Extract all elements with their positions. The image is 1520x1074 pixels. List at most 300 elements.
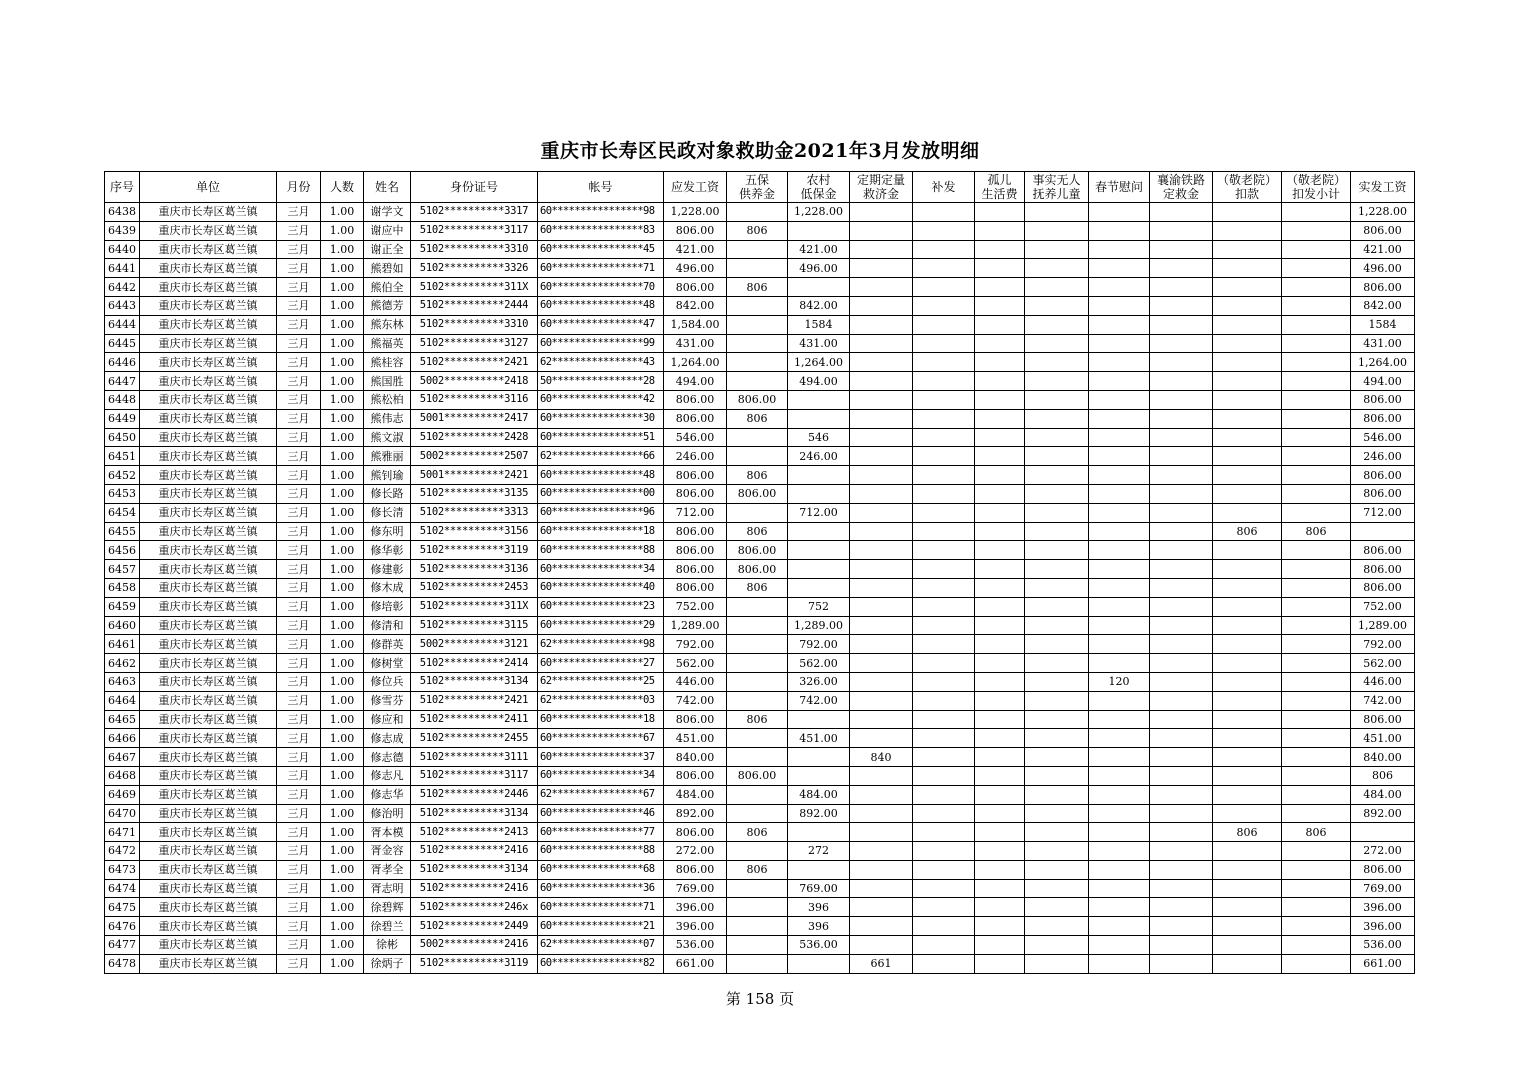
cell-month: 三月: [277, 597, 321, 616]
cell-unit: 重庆市长寿区葛兰镇: [140, 296, 277, 315]
column-header: 补发: [913, 172, 975, 203]
cell-net-pay: 792.00: [1351, 635, 1415, 654]
cell-wubao: 806.00: [727, 766, 788, 785]
cell-id-number: 5102**********2421: [411, 691, 538, 710]
cell-nursing-subtotal: [1282, 278, 1351, 297]
cell-nursing-deduct: [1213, 315, 1282, 334]
cell-count: 1.00: [321, 785, 364, 804]
cell-bufa: [913, 748, 975, 767]
cell-name: 徐碧兰: [364, 917, 411, 936]
cell-dibao: 494.00: [788, 372, 850, 391]
cell-railway: [1150, 447, 1213, 466]
table-row: [105, 372, 1415, 391]
cell-bufa: [913, 766, 975, 785]
cell-payable: 1,264.00: [664, 353, 727, 372]
cell-name: 修树堂: [364, 654, 411, 673]
cell-month: 三月: [277, 936, 321, 955]
cell-wubao: [727, 315, 788, 334]
cell-unattended-child: [1025, 334, 1089, 353]
cell-bufa: [913, 917, 975, 936]
column-header: （敬老院） 扣款: [1213, 172, 1282, 203]
cell-net-pay: 806.00: [1351, 710, 1415, 729]
cell-account: 62****************03: [538, 691, 664, 710]
cell-nursing-deduct: [1213, 240, 1282, 259]
cell-bufa: [913, 484, 975, 503]
cell-bufa: [913, 654, 975, 673]
cell-dingqi: 840: [850, 748, 913, 767]
cell-name: 修清和: [364, 616, 411, 635]
cell-railway: [1150, 503, 1213, 522]
cell-net-pay: 1,264.00: [1351, 353, 1415, 372]
cell-bufa: [913, 785, 975, 804]
cell-id-number: 5001**********2421: [411, 466, 538, 485]
cell-orphan: [975, 954, 1025, 973]
cell-payable: 842.00: [664, 296, 727, 315]
cell-name: 修华彰: [364, 541, 411, 560]
cell-payable: 246.00: [664, 447, 727, 466]
cell-wubao: [727, 785, 788, 804]
cell-nursing-deduct: [1213, 560, 1282, 579]
cell-railway: [1150, 484, 1213, 503]
cell-count: 1.00: [321, 428, 364, 447]
cell-nursing-subtotal: [1282, 766, 1351, 785]
cell-dingqi: [850, 409, 913, 428]
cell-id-number: 5102**********3156: [411, 522, 538, 541]
cell-unattended-child: [1025, 616, 1089, 635]
cell-seq: 6455: [105, 522, 140, 541]
cell-bufa: [913, 541, 975, 560]
cell-id-number: 5102**********2421: [411, 353, 538, 372]
cell-seq: 6439: [105, 221, 140, 240]
cell-month: 三月: [277, 541, 321, 560]
cell-railway: [1150, 428, 1213, 447]
cell-seq: 6446: [105, 353, 140, 372]
cell-railway: [1150, 748, 1213, 767]
cell-nursing-subtotal: [1282, 221, 1351, 240]
table-row: [105, 484, 1415, 503]
cell-account: 60****************99: [538, 334, 664, 353]
cell-nursing-subtotal: [1282, 898, 1351, 917]
cell-wubao: 806: [727, 860, 788, 879]
cell-net-pay: 431.00: [1351, 334, 1415, 353]
cell-id-number: 5102**********3310: [411, 315, 538, 334]
cell-dingqi: [850, 466, 913, 485]
cell-dingqi: [850, 221, 913, 240]
cell-seq: 6472: [105, 842, 140, 861]
table-row: [105, 578, 1415, 597]
cell-dingqi: [850, 390, 913, 409]
cell-railway: [1150, 560, 1213, 579]
cell-net-pay: 806.00: [1351, 278, 1415, 297]
cell-name: 熊福英: [364, 334, 411, 353]
cell-unattended-child: [1025, 898, 1089, 917]
cell-account: 60****************68: [538, 860, 664, 879]
cell-unit: 重庆市长寿区葛兰镇: [140, 203, 277, 222]
cell-dingqi: [850, 936, 913, 955]
cell-net-pay: 396.00: [1351, 898, 1415, 917]
cell-unattended-child: [1025, 390, 1089, 409]
cell-unit: 重庆市长寿区葛兰镇: [140, 748, 277, 767]
cell-orphan: [975, 748, 1025, 767]
cell-bufa: [913, 578, 975, 597]
cell-unattended-child: [1025, 560, 1089, 579]
column-header: 孤儿 生活费: [975, 172, 1025, 203]
cell-unattended-child: [1025, 240, 1089, 259]
cell-payable: 446.00: [664, 672, 727, 691]
cell-unattended-child: [1025, 578, 1089, 597]
cell-nursing-subtotal: [1282, 635, 1351, 654]
cell-dingqi: [850, 428, 913, 447]
cell-month: 三月: [277, 428, 321, 447]
cell-account: 60****************48: [538, 466, 664, 485]
cell-dibao: 892.00: [788, 804, 850, 823]
cell-id-number: 5102**********3119: [411, 541, 538, 560]
cell-railway: [1150, 954, 1213, 973]
cell-payable: 562.00: [664, 654, 727, 673]
column-header: 定期定量 救济金: [850, 172, 913, 203]
cell-bufa: [913, 672, 975, 691]
cell-wubao: [727, 334, 788, 353]
table-row: [105, 654, 1415, 673]
cell-id-number: 5102**********3136: [411, 560, 538, 579]
cell-festival: [1089, 578, 1150, 597]
cell-orphan: [975, 635, 1025, 654]
cell-seq: 6462: [105, 654, 140, 673]
cell-payable: 806.00: [664, 860, 727, 879]
cell-count: 1.00: [321, 672, 364, 691]
cell-unattended-child: [1025, 296, 1089, 315]
cell-nursing-subtotal: [1282, 691, 1351, 710]
cell-orphan: [975, 203, 1025, 222]
cell-dibao: 1,289.00: [788, 616, 850, 635]
cell-name: 修雪芬: [364, 691, 411, 710]
table-row: [105, 503, 1415, 522]
cell-railway: [1150, 296, 1213, 315]
column-header: 事实无人 抚养儿童: [1025, 172, 1089, 203]
cell-dibao: [788, 484, 850, 503]
cell-dingqi: [850, 541, 913, 560]
cell-seq: 6467: [105, 748, 140, 767]
cell-net-pay: 806.00: [1351, 221, 1415, 240]
cell-name: 熊钊瑜: [364, 466, 411, 485]
cell-nursing-deduct: [1213, 447, 1282, 466]
cell-dibao: 272: [788, 842, 850, 861]
cell-festival: [1089, 278, 1150, 297]
cell-bufa: [913, 466, 975, 485]
cell-nursing-deduct: [1213, 804, 1282, 823]
column-header: 人数: [321, 172, 364, 203]
cell-unit: 重庆市长寿区葛兰镇: [140, 278, 277, 297]
cell-month: 三月: [277, 484, 321, 503]
cell-name: 谢应中: [364, 221, 411, 240]
cell-count: 1.00: [321, 597, 364, 616]
cell-name: 修建彰: [364, 560, 411, 579]
cell-dibao: 842.00: [788, 296, 850, 315]
cell-name: 徐碧辉: [364, 898, 411, 917]
cell-nursing-deduct: [1213, 278, 1282, 297]
cell-month: 三月: [277, 466, 321, 485]
cell-orphan: [975, 804, 1025, 823]
cell-orphan: [975, 259, 1025, 278]
cell-account: 60****************88: [538, 541, 664, 560]
cell-unit: 重庆市长寿区葛兰镇: [140, 936, 277, 955]
table-row: [105, 860, 1415, 879]
cell-festival: [1089, 522, 1150, 541]
cell-dibao: 396: [788, 898, 850, 917]
cell-account: 60****************00: [538, 484, 664, 503]
cell-unit: 重庆市长寿区葛兰镇: [140, 597, 277, 616]
cell-wubao: 806: [727, 221, 788, 240]
cell-account: 60****************51: [538, 428, 664, 447]
cell-payable: 806.00: [664, 409, 727, 428]
cell-payable: 396.00: [664, 917, 727, 936]
cell-unit: 重庆市长寿区葛兰镇: [140, 823, 277, 842]
cell-dibao: 326.00: [788, 672, 850, 691]
cell-name: 熊德芳: [364, 296, 411, 315]
cell-orphan: [975, 616, 1025, 635]
cell-name: 修位兵: [364, 672, 411, 691]
cell-net-pay: 484.00: [1351, 785, 1415, 804]
cell-bufa: [913, 334, 975, 353]
cell-net-pay: 396.00: [1351, 917, 1415, 936]
cell-unattended-child: [1025, 860, 1089, 879]
cell-dingqi: [850, 447, 913, 466]
cell-month: 三月: [277, 654, 321, 673]
cell-dingqi: [850, 315, 913, 334]
cell-orphan: [975, 315, 1025, 334]
cell-dibao: 562.00: [788, 654, 850, 673]
cell-seq: 6468: [105, 766, 140, 785]
cell-festival: [1089, 766, 1150, 785]
cell-month: 三月: [277, 710, 321, 729]
cell-seq: 6461: [105, 635, 140, 654]
cell-unattended-child: [1025, 541, 1089, 560]
cell-month: 三月: [277, 240, 321, 259]
cell-nursing-deduct: [1213, 409, 1282, 428]
cell-count: 1.00: [321, 278, 364, 297]
cell-count: 1.00: [321, 522, 364, 541]
cell-count: 1.00: [321, 296, 364, 315]
cell-nursing-subtotal: [1282, 785, 1351, 804]
cell-payable: 769.00: [664, 879, 727, 898]
cell-nursing-deduct: [1213, 372, 1282, 391]
cell-orphan: [975, 597, 1025, 616]
cell-month: 三月: [277, 447, 321, 466]
cell-nursing-deduct: [1213, 203, 1282, 222]
cell-festival: [1089, 917, 1150, 936]
cell-payable: 546.00: [664, 428, 727, 447]
cell-name: 胥志明: [364, 879, 411, 898]
cell-name: 胥孝全: [364, 860, 411, 879]
cell-count: 1.00: [321, 447, 364, 466]
cell-name: 修长路: [364, 484, 411, 503]
cell-name: 修志德: [364, 748, 411, 767]
cell-month: 三月: [277, 917, 321, 936]
cell-count: 1.00: [321, 578, 364, 597]
cell-name: 胥金容: [364, 842, 411, 861]
cell-nursing-deduct: [1213, 785, 1282, 804]
cell-festival: [1089, 221, 1150, 240]
cell-unit: 重庆市长寿区葛兰镇: [140, 672, 277, 691]
cell-festival: [1089, 503, 1150, 522]
cell-id-number: 5102**********3326: [411, 259, 538, 278]
table-row: [105, 917, 1415, 936]
cell-orphan: [975, 578, 1025, 597]
cell-unit: 重庆市长寿区葛兰镇: [140, 484, 277, 503]
cell-unattended-child: [1025, 466, 1089, 485]
cell-unattended-child: [1025, 372, 1089, 391]
cell-bufa: [913, 710, 975, 729]
cell-unit: 重庆市长寿区葛兰镇: [140, 541, 277, 560]
cell-id-number: 5002**********2507: [411, 447, 538, 466]
cell-payable: 661.00: [664, 954, 727, 973]
cell-payable: 806.00: [664, 541, 727, 560]
table-row: [105, 748, 1415, 767]
cell-dingqi: [850, 259, 913, 278]
cell-wubao: [727, 917, 788, 936]
cell-festival: [1089, 315, 1150, 334]
cell-bufa: [913, 353, 975, 372]
cell-net-pay: [1351, 823, 1415, 842]
cell-count: 1.00: [321, 221, 364, 240]
cell-wubao: [727, 372, 788, 391]
cell-wubao: [727, 691, 788, 710]
cell-nursing-deduct: [1213, 635, 1282, 654]
cell-unit: 重庆市长寿区葛兰镇: [140, 522, 277, 541]
cell-festival: [1089, 390, 1150, 409]
cell-account: 60****************70: [538, 278, 664, 297]
cell-account: 60****************88: [538, 842, 664, 861]
cell-unit: 重庆市长寿区葛兰镇: [140, 447, 277, 466]
cell-bufa: [913, 823, 975, 842]
cell-railway: [1150, 860, 1213, 879]
cell-railway: [1150, 409, 1213, 428]
cell-wubao: 806: [727, 710, 788, 729]
cell-nursing-subtotal: [1282, 541, 1351, 560]
table-row: [105, 409, 1415, 428]
cell-festival: [1089, 296, 1150, 315]
cell-dingqi: [850, 635, 913, 654]
cell-unit: 重庆市长寿区葛兰镇: [140, 466, 277, 485]
column-header: 身份证号: [411, 172, 538, 203]
cell-payable: 1,228.00: [664, 203, 727, 222]
cell-count: 1.00: [321, 259, 364, 278]
cell-account: 60****************37: [538, 748, 664, 767]
cell-orphan: [975, 936, 1025, 955]
cell-dibao: 792.00: [788, 635, 850, 654]
cell-name: 熊桂容: [364, 353, 411, 372]
cell-festival: [1089, 823, 1150, 842]
cell-orphan: [975, 372, 1025, 391]
cell-dibao: 496.00: [788, 259, 850, 278]
cell-month: 三月: [277, 879, 321, 898]
cell-nursing-subtotal: [1282, 616, 1351, 635]
cell-orphan: [975, 503, 1025, 522]
cell-unit: 重庆市长寿区葛兰镇: [140, 729, 277, 748]
cell-net-pay: 712.00: [1351, 503, 1415, 522]
table-row: [105, 447, 1415, 466]
cell-nursing-deduct: [1213, 729, 1282, 748]
table-row: [105, 729, 1415, 748]
cell-festival: [1089, 635, 1150, 654]
cell-dingqi: [850, 503, 913, 522]
cell-dibao: 1,264.00: [788, 353, 850, 372]
cell-payable: 1,289.00: [664, 616, 727, 635]
cell-nursing-deduct: [1213, 353, 1282, 372]
cell-railway: [1150, 353, 1213, 372]
cell-count: 1.00: [321, 203, 364, 222]
cell-seq: 6464: [105, 691, 140, 710]
cell-nursing-subtotal: [1282, 353, 1351, 372]
cell-seq: 6443: [105, 296, 140, 315]
cell-dingqi: [850, 522, 913, 541]
cell-dingqi: [850, 616, 913, 635]
cell-railway: [1150, 334, 1213, 353]
cell-unattended-child: [1025, 484, 1089, 503]
cell-orphan: [975, 221, 1025, 240]
cell-orphan: [975, 466, 1025, 485]
cell-nursing-subtotal: [1282, 672, 1351, 691]
cell-railway: [1150, 691, 1213, 710]
cell-dibao: 1,228.00: [788, 203, 850, 222]
cell-orphan: [975, 428, 1025, 447]
cell-seq: 6474: [105, 879, 140, 898]
cell-nursing-deduct: [1213, 578, 1282, 597]
cell-wubao: [727, 240, 788, 259]
cell-unattended-child: [1025, 597, 1089, 616]
cell-payable: 806.00: [664, 560, 727, 579]
cell-seq: 6444: [105, 315, 140, 334]
cell-seq: 6476: [105, 917, 140, 936]
cell-id-number: 5102**********2411: [411, 710, 538, 729]
cell-bufa: [913, 296, 975, 315]
column-header: （敬老院） 扣发小计: [1282, 172, 1351, 203]
cell-nursing-deduct: [1213, 766, 1282, 785]
table-row: [105, 691, 1415, 710]
cell-payable: 496.00: [664, 259, 727, 278]
cell-railway: [1150, 898, 1213, 917]
table-row: [105, 466, 1415, 485]
table-row: [105, 296, 1415, 315]
cell-dingqi: [850, 484, 913, 503]
table-row: [105, 842, 1415, 861]
cell-payable: 806.00: [664, 278, 727, 297]
cell-net-pay: 272.00: [1351, 842, 1415, 861]
relief-fund-table: [104, 171, 1415, 974]
cell-id-number: 5102**********2449: [411, 917, 538, 936]
cell-nursing-deduct: 806: [1213, 522, 1282, 541]
cell-nursing-subtotal: [1282, 259, 1351, 278]
column-header: 单位: [140, 172, 277, 203]
cell-account: 60****************82: [538, 954, 664, 973]
cell-bufa: [913, 879, 975, 898]
cell-railway: [1150, 729, 1213, 748]
cell-month: 三月: [277, 635, 321, 654]
cell-seq: 6440: [105, 240, 140, 259]
cell-account: 60****************83: [538, 221, 664, 240]
cell-name: 修长清: [364, 503, 411, 522]
cell-wubao: [727, 635, 788, 654]
cell-nursing-subtotal: [1282, 748, 1351, 767]
cell-seq: 6442: [105, 278, 140, 297]
table-row: [105, 597, 1415, 616]
cell-unit: 重庆市长寿区葛兰镇: [140, 259, 277, 278]
cell-payable: 742.00: [664, 691, 727, 710]
cell-nursing-subtotal: [1282, 654, 1351, 673]
cell-festival: [1089, 748, 1150, 767]
cell-count: 1.00: [321, 766, 364, 785]
cell-month: 三月: [277, 353, 321, 372]
